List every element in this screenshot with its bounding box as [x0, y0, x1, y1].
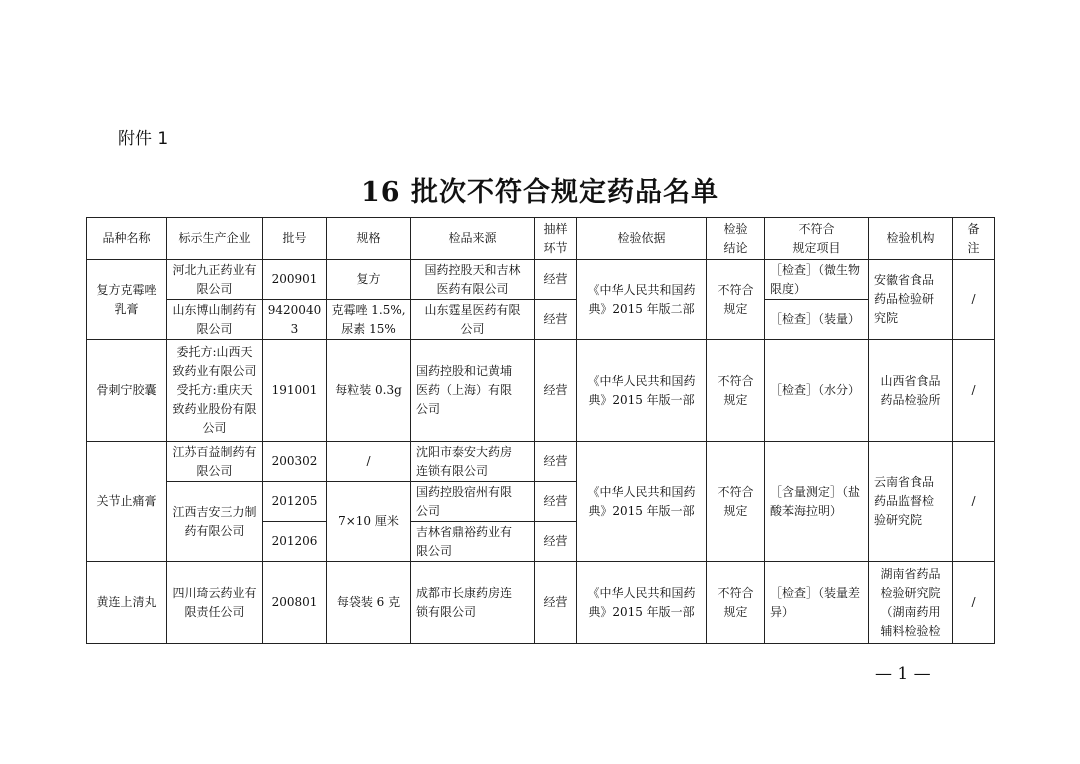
institute-cell: 湖南省药品 检验研究院 （湖南药用 辅料检验检 [869, 562, 953, 644]
source-cell: 山东霆星医药有限 公司 [411, 300, 535, 340]
source-cell: 吉林省鼎裕药业有 限公司 [411, 522, 535, 562]
header-cell: 规格 [327, 218, 411, 260]
sampling-cell: 经营 [535, 442, 577, 482]
spec-cell: 复方 [327, 260, 411, 300]
conclusion-cell: 不符合 规定 [707, 260, 765, 340]
batch-cell: 200901 [263, 260, 327, 300]
table-row [87, 260, 995, 300]
manufacturer-cell: 四川琦云药业有 限责任公司 [167, 562, 263, 644]
manufacturer-cell: 委托方:山西天 致药业有限公司 受托方:重庆天 致药业股份有限 公司 [167, 340, 263, 442]
spec-cell: 每袋装 6 克 [327, 562, 411, 644]
header-cell: 检验机构 [869, 218, 953, 260]
manufacturer-cell: 山东博山制药有 限公司 [167, 300, 263, 340]
basis-cell: 《中华人民共和国药 典》2015 年版一部 [577, 562, 707, 644]
header-cell: 不符合 规定项目 [765, 218, 869, 260]
header-cell: 检验依据 [577, 218, 707, 260]
header-cell: 检验 结论 [707, 218, 765, 260]
items-cell: ［检查］（装量差 异） [765, 562, 869, 644]
source-cell: 国药控股和记黄埔 医药（上海）有限 公司 [411, 340, 535, 442]
table-row [87, 340, 995, 442]
spec-cell: 每粒装 0.3g [327, 340, 411, 442]
spec-cell: 克霉唑 1.5%, 尿素 15% [327, 300, 411, 340]
table-row [87, 300, 995, 340]
page-title: 16 批次不符合规定药品名单 [361, 177, 719, 208]
basis-cell: 《中华人民共和国药 典》2015 年版一部 [577, 340, 707, 442]
items-cell: ［检查］（微生物 限度） [765, 260, 869, 300]
institute-cell: 安徽省食品 药品检验研 究院 [869, 260, 953, 340]
manufacturer-cell: 河北九正药业有 限公司 [167, 260, 263, 300]
institute-cell: 山西省食品 药品检验所 [869, 340, 953, 442]
spec-cell: / [327, 442, 411, 482]
header-cell: 标示生产企业 [167, 218, 263, 260]
variety-cell: 复方克霉唑 乳膏 [87, 260, 167, 340]
source-cell: 成都市长康药房连 锁有限公司 [411, 562, 535, 644]
page-number: — 1 — [875, 664, 931, 684]
items-cell: ［检查］（装量） [765, 300, 869, 340]
source-cell: 国药控股宿州有限 公司 [411, 482, 535, 522]
batch-cell: 200801 [263, 562, 327, 644]
attachment-label: 附件 1 [118, 129, 169, 149]
header-cell: 检品来源 [411, 218, 535, 260]
remark-cell: / [953, 340, 995, 442]
batch-cell: 9420040 3 [263, 300, 327, 340]
batch-cell: 191001 [263, 340, 327, 442]
variety-cell: 关节止痛膏 [87, 442, 167, 562]
header-cell: 品种名称 [87, 218, 167, 260]
conclusion-cell: 不符合 规定 [707, 340, 765, 442]
sampling-cell: 经营 [535, 300, 577, 340]
items-cell: ［检查］（水分） [765, 340, 869, 442]
source-cell: 国药控股天和吉林 医药有限公司 [411, 260, 535, 300]
source-cell: 沈阳市泰安大药房 连锁有限公司 [411, 442, 535, 482]
header-cell: 备 注 [953, 218, 995, 260]
header-cell: 抽样 环节 [535, 218, 577, 260]
conclusion-cell: 不符合 规定 [707, 442, 765, 562]
variety-cell: 黄连上清丸 [87, 562, 167, 644]
items-cell: ［含量测定］（盐 酸苯海拉明） [765, 442, 869, 562]
batch-cell: 200302 [263, 442, 327, 482]
sampling-cell: 经营 [535, 562, 577, 644]
table-row [87, 442, 995, 482]
basis-cell: 《中华人民共和国药 典》2015 年版二部 [577, 260, 707, 340]
batch-cell: 201206 [263, 522, 327, 562]
header-row [87, 218, 995, 260]
conclusion-cell: 不符合 规定 [707, 562, 765, 644]
sampling-cell: 经营 [535, 522, 577, 562]
sampling-cell: 经营 [535, 340, 577, 442]
spec-cell: 7×10 厘米 [327, 482, 411, 562]
variety-cell: 骨刺宁胶囊 [87, 340, 167, 442]
manufacturer-cell: 江苏百益制药有 限公司 [167, 442, 263, 482]
basis-cell: 《中华人民共和国药 典》2015 年版一部 [577, 442, 707, 562]
table-row [87, 562, 995, 644]
institute-cell: 云南省食品 药品监督检 验研究院 [869, 442, 953, 562]
remark-cell: / [953, 260, 995, 340]
remark-cell: / [953, 562, 995, 644]
batch-cell: 201205 [263, 482, 327, 522]
manufacturer-cell: 江西吉安三力制 药有限公司 [167, 482, 263, 562]
remark-cell: / [953, 442, 995, 562]
sampling-cell: 经营 [535, 482, 577, 522]
drug-list-table [86, 217, 995, 644]
sampling-cell: 经营 [535, 260, 577, 300]
header-cell: 批号 [263, 218, 327, 260]
